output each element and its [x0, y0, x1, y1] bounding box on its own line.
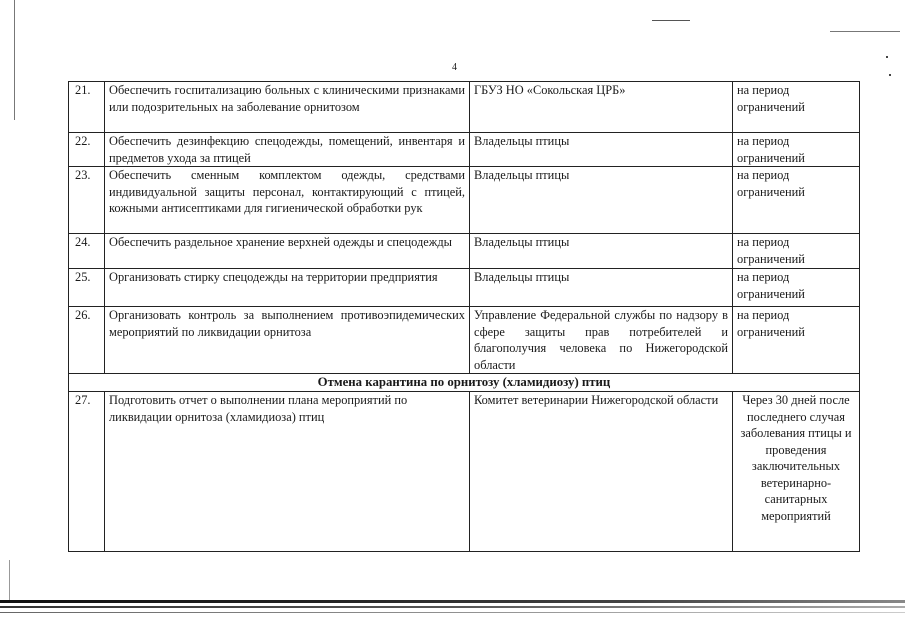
row-number: 26.	[69, 307, 105, 374]
row-number: 24.	[69, 234, 105, 269]
row-deadline: на период ограничений	[733, 269, 860, 307]
table-row	[69, 234, 860, 269]
row-number: 25.	[69, 269, 105, 307]
row-deadline: на период ограничений	[733, 133, 860, 167]
scan-bottom-shadow	[0, 600, 905, 603]
row-action: Обеспечить дезинфекцию спецодежды, помещений, инвентаря и предметов ухода за птицей	[105, 133, 470, 167]
row-responsible: Комитет ветеринарии Нижегородской области	[470, 392, 733, 552]
row-responsible: Владельцы птицы	[470, 269, 733, 307]
table-row	[69, 82, 860, 133]
row-action: Обеспечить госпитализацию больных с клиническими признаками или подозрительных на заболевание орнитозом	[105, 82, 470, 133]
scan-edge-line	[9, 560, 10, 600]
scan-speck	[889, 74, 891, 76]
table-row	[69, 167, 860, 234]
row-responsible: Владельцы птицы	[470, 167, 733, 234]
measures-table	[68, 81, 860, 552]
table-row	[69, 133, 860, 167]
row-deadline: на период ограничений	[733, 167, 860, 234]
row-deadline: Через 30 дней после последнего случая заболевания птицы и проведения заключительных ветеринарно-санитарных мероприятий	[733, 392, 860, 552]
scan-edge-line	[14, 0, 15, 120]
scan-top-line	[652, 20, 690, 21]
row-number: 23.	[69, 167, 105, 234]
table-row	[69, 307, 860, 374]
row-responsible: ГБУЗ НО «Сокольская ЦРБ»	[470, 82, 733, 133]
row-action: Обеспечить раздельное хранение верхней одежды и спецодежды	[105, 234, 470, 269]
table-row	[69, 269, 860, 307]
scan-top-line	[830, 31, 900, 32]
scan-bottom-shadow	[0, 606, 905, 608]
section-heading: Отмена карантина по орнитозу (хламидиозу) птиц	[69, 374, 860, 392]
scan-speck	[886, 56, 888, 58]
row-number: 27.	[69, 392, 105, 552]
scan-bottom-shadow	[0, 612, 905, 613]
row-action: Организовать контроль за выполнением противоэпидемических мероприятий по ликвидации орнитоза	[105, 307, 470, 374]
row-responsible: Владельцы птицы	[470, 234, 733, 269]
row-responsible: Управление Федеральной службы по надзору в сфере защиты прав потребителей и благополучия человека по Нижегородской области	[470, 307, 733, 374]
row-action: Подготовить отчет о выполнении плана мероприятий по ликвидации орнитоза (хламидиоза) птиц	[105, 392, 470, 552]
row-number: 21.	[69, 82, 105, 133]
row-deadline: на период ограничений	[733, 82, 860, 133]
row-deadline: на период ограничений	[733, 234, 860, 269]
row-action: Обеспечить сменным комплектом одежды, средствами индивидуальной защиты персонал, контактирующий с птицей, кожными антисептиками для гигиенической обработки рук	[105, 167, 470, 234]
row-action: Организовать стирку спецодежды на территории предприятия	[105, 269, 470, 307]
row-responsible: Владельцы птицы	[470, 133, 733, 167]
section-heading-row	[69, 374, 860, 392]
table-row	[69, 392, 860, 552]
row-number: 22.	[69, 133, 105, 167]
row-deadline: на период ограничений	[733, 307, 860, 374]
page-number: 4	[452, 62, 457, 73]
